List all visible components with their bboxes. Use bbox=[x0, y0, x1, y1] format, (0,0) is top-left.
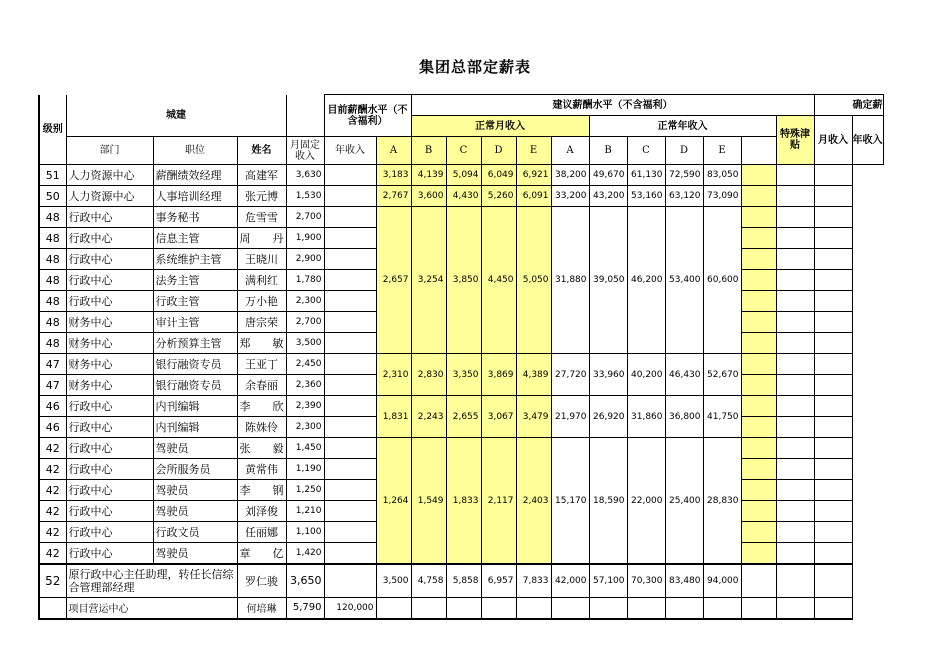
position-cell: 审计主管 bbox=[153, 312, 237, 333]
annual-b: 49,670 bbox=[589, 165, 627, 186]
col-d: D bbox=[481, 137, 516, 165]
grade-cell: 48 bbox=[39, 249, 66, 270]
annual-e: 52,670 bbox=[703, 354, 741, 396]
position-cell: 信息主管 bbox=[153, 228, 237, 249]
grade-cell: 50 bbox=[39, 186, 66, 207]
monthly-d: 4,450 bbox=[481, 207, 516, 354]
bottom-row-2 bbox=[39, 597, 852, 619]
annual-e: 83,050 bbox=[703, 165, 741, 186]
annual-a: 31,880 bbox=[551, 207, 589, 354]
annual-cell: 120,000 bbox=[324, 597, 376, 619]
current-cell: 2,700 bbox=[286, 207, 324, 228]
name-cell: 罗仁骏 bbox=[237, 564, 286, 597]
col-c-annual: C bbox=[627, 137, 665, 165]
name-cell: 章 亿 bbox=[237, 543, 286, 564]
monthly-a: 2,767 bbox=[376, 186, 411, 207]
name-cell: 李 钢 bbox=[237, 480, 286, 501]
dept-cell: 行政中心 bbox=[66, 501, 153, 522]
grade-cell: 46 bbox=[39, 417, 66, 438]
current-cell: 2,300 bbox=[286, 417, 324, 438]
position-cell: 法务主管 bbox=[153, 270, 237, 291]
annual-c: 40,200 bbox=[627, 354, 665, 396]
salary-table bbox=[38, 94, 884, 564]
position-cell: 内刊编辑 bbox=[153, 396, 237, 417]
grade-cell: 46 bbox=[39, 396, 66, 417]
dept-cell: 财务中心 bbox=[66, 354, 153, 375]
header-normal-annual: 正常年收入 bbox=[589, 116, 776, 137]
annual-d: 53,400 bbox=[665, 207, 703, 354]
header-special: 特殊津贴 bbox=[776, 116, 814, 165]
header-conf-annual: 年收入 bbox=[852, 116, 883, 165]
monthly-a: 3,183 bbox=[376, 165, 411, 186]
annual-d: 36,800 bbox=[665, 396, 703, 438]
name-cell: 黄常伟 bbox=[237, 459, 286, 480]
dept-cell: 财务中心 bbox=[66, 375, 153, 396]
dept-cell: 行政中心 bbox=[66, 207, 153, 228]
col-a: A bbox=[376, 137, 411, 165]
monthly-b: 2,243 bbox=[411, 396, 446, 438]
current-cell: 1,100 bbox=[286, 522, 324, 543]
sheet-title: 集团总部定薪表 bbox=[418, 58, 531, 76]
grade-cell: 48 bbox=[39, 228, 66, 249]
position-cell: 银行融资专员 bbox=[153, 354, 237, 375]
monthly-e: 4,389 bbox=[516, 354, 551, 396]
annual-b: 43,200 bbox=[589, 186, 627, 207]
annual-c: 53,160 bbox=[627, 186, 665, 207]
monthly-c: 5,094 bbox=[446, 165, 481, 186]
grade-cell: 42 bbox=[39, 501, 66, 522]
monthly-b: 2,830 bbox=[411, 354, 446, 396]
dept-cell: 行政中心 bbox=[66, 249, 153, 270]
current-cell: 3,500 bbox=[286, 333, 324, 354]
current-cell: 1,250 bbox=[286, 480, 324, 501]
name-cell: 任丽娜 bbox=[237, 522, 286, 543]
monthly-d: 6,049 bbox=[481, 165, 516, 186]
annual-c: 61,130 bbox=[627, 165, 665, 186]
position-cell: 驾驶员 bbox=[153, 438, 237, 459]
current-cell: 2,300 bbox=[286, 291, 324, 312]
grade-cell: 47 bbox=[39, 354, 66, 375]
table-row bbox=[39, 438, 883, 459]
current-cell: 1,420 bbox=[286, 543, 324, 564]
monthly-d: 2,117 bbox=[481, 438, 516, 564]
monthly-a: 2,310 bbox=[376, 354, 411, 396]
dept-cell: 人力资源中心 bbox=[66, 186, 153, 207]
current-cell: 1,780 bbox=[286, 270, 324, 291]
bottom-table bbox=[38, 563, 853, 620]
col-c: C bbox=[446, 137, 481, 165]
annual-d: 46,430 bbox=[665, 354, 703, 396]
position-cell: 驾驶员 bbox=[153, 543, 237, 564]
grade-cell: 48 bbox=[39, 270, 66, 291]
monthly-b: 3,254 bbox=[411, 207, 446, 354]
monthly-e: 5,050 bbox=[516, 207, 551, 354]
dept-cell: 财务中心 bbox=[66, 312, 153, 333]
name-cell: 高建军 bbox=[237, 165, 286, 186]
table-row bbox=[39, 396, 883, 417]
current-cell: 1,210 bbox=[286, 501, 324, 522]
current-cell: 2,360 bbox=[286, 375, 324, 396]
position-cell: 事务秘书 bbox=[153, 207, 237, 228]
monthly-e: 3,479 bbox=[516, 396, 551, 438]
current-cell: 1,450 bbox=[286, 438, 324, 459]
monthly-b: 4,139 bbox=[411, 165, 446, 186]
monthly-a: 3,500 bbox=[376, 564, 411, 597]
col-e: E bbox=[516, 137, 551, 165]
annual-a: 33,200 bbox=[551, 186, 589, 207]
col-d-annual: D bbox=[665, 137, 703, 165]
grade-cell: 42 bbox=[39, 480, 66, 501]
monthly-e: 2,403 bbox=[516, 438, 551, 564]
name-cell: 王晓川 bbox=[237, 249, 286, 270]
position-cell: 系统维护主管 bbox=[153, 249, 237, 270]
col-b-annual: B bbox=[589, 137, 627, 165]
annual-e: 60,600 bbox=[703, 207, 741, 354]
dept-cell: 行政中心 bbox=[66, 228, 153, 249]
grade-cell: 42 bbox=[39, 543, 66, 564]
dept-cell: 原行政中心主任助理，转任长信综合管理部经理 bbox=[66, 564, 237, 597]
grade-cell: 48 bbox=[39, 333, 66, 354]
annual-c: 22,000 bbox=[627, 438, 665, 564]
current-cell: 1,900 bbox=[286, 228, 324, 249]
monthly-b: 4,758 bbox=[411, 564, 446, 597]
monthly-d: 5,260 bbox=[481, 186, 516, 207]
monthly-c: 2,655 bbox=[446, 396, 481, 438]
current-cell: 1,190 bbox=[286, 459, 324, 480]
col-a-annual: A bbox=[551, 137, 589, 165]
current-cell: 3,630 bbox=[286, 165, 324, 186]
name-cell: 王亚丁 bbox=[237, 354, 286, 375]
dept-cell: 项目营运中心 bbox=[66, 597, 237, 619]
monthly-e: 7,833 bbox=[516, 564, 551, 597]
grade-cell: 42 bbox=[39, 438, 66, 459]
current-cell: 2,450 bbox=[286, 354, 324, 375]
monthly-c: 4,430 bbox=[446, 186, 481, 207]
table-row bbox=[39, 186, 883, 207]
annual-a: 42,000 bbox=[551, 564, 589, 597]
annual-b: 18,590 bbox=[589, 438, 627, 564]
annual-b: 57,100 bbox=[589, 564, 627, 597]
dept-cell: 行政中心 bbox=[66, 459, 153, 480]
header-proposed: 建议薪酬水平（不含福利） bbox=[411, 95, 814, 116]
header-annual: 年收入 bbox=[324, 137, 376, 165]
annual-b: 33,960 bbox=[589, 354, 627, 396]
header-conf-month: 月收入 bbox=[814, 116, 852, 165]
name-cell: 何培琳 bbox=[237, 597, 286, 619]
monthly-a: 2,657 bbox=[376, 207, 411, 354]
annual-a: 21,970 bbox=[551, 396, 589, 438]
position-cell: 驾驶员 bbox=[153, 501, 237, 522]
name-cell: 余春丽 bbox=[237, 375, 286, 396]
grade-cell: 48 bbox=[39, 291, 66, 312]
monthly-b: 1,549 bbox=[411, 438, 446, 564]
annual-d: 83,480 bbox=[665, 564, 703, 597]
annual-d: 72,590 bbox=[665, 165, 703, 186]
monthly-a: 1,831 bbox=[376, 396, 411, 438]
header-name: 姓名 bbox=[237, 137, 286, 165]
dept-cell: 财务中心 bbox=[66, 333, 153, 354]
current-cell: 1,530 bbox=[286, 186, 324, 207]
grade-cell: 48 bbox=[39, 207, 66, 228]
monthly-e: 6,091 bbox=[516, 186, 551, 207]
annual-e: 73,090 bbox=[703, 186, 741, 207]
annual-c: 70,300 bbox=[627, 564, 665, 597]
monthly-b: 3,600 bbox=[411, 186, 446, 207]
annual-e: 41,750 bbox=[703, 396, 741, 438]
annual-c: 31,860 bbox=[627, 396, 665, 438]
current-cell: 5,790 bbox=[286, 597, 324, 619]
current-cell: 2,900 bbox=[286, 249, 324, 270]
position-cell: 内刊编辑 bbox=[153, 417, 237, 438]
position-cell: 驾驶员 bbox=[153, 480, 237, 501]
monthly-e: 6,921 bbox=[516, 165, 551, 186]
grade-cell: 52 bbox=[39, 564, 66, 597]
annual-a: 27,720 bbox=[551, 354, 589, 396]
dept-cell: 行政中心 bbox=[66, 480, 153, 501]
grade-cell: 47 bbox=[39, 375, 66, 396]
annual-b: 26,920 bbox=[589, 396, 627, 438]
dept-cell: 人力资源中心 bbox=[66, 165, 153, 186]
monthly-c: 1,833 bbox=[446, 438, 481, 564]
name-cell: 危雪雪 bbox=[237, 207, 286, 228]
annual-a: 38,200 bbox=[551, 165, 589, 186]
dept-cell: 行政中心 bbox=[66, 438, 153, 459]
monthly-c: 3,350 bbox=[446, 354, 481, 396]
annual-e: 28,830 bbox=[703, 438, 741, 564]
name-cell: 万小艳 bbox=[237, 291, 286, 312]
monthly-d: 3,869 bbox=[481, 354, 516, 396]
name-cell: 陈姝伶 bbox=[237, 417, 286, 438]
header-position: 职位 bbox=[153, 137, 237, 165]
dept-cell: 行政中心 bbox=[66, 291, 153, 312]
annual-d: 63,120 bbox=[665, 186, 703, 207]
name-cell: 满利红 bbox=[237, 270, 286, 291]
dept-cell: 行政中心 bbox=[66, 543, 153, 564]
current-cell: 3,650 bbox=[286, 564, 324, 597]
monthly-c: 3,850 bbox=[446, 207, 481, 354]
name-cell: 张元博 bbox=[237, 186, 286, 207]
grade-cell: 42 bbox=[39, 522, 66, 543]
table-row bbox=[39, 165, 883, 186]
current-cell: 2,700 bbox=[286, 312, 324, 333]
header-current: 目前薪酬水平（不含福利） bbox=[324, 95, 411, 137]
monthly-c: 5,858 bbox=[446, 564, 481, 597]
table-row bbox=[39, 207, 883, 228]
monthly-d: 6,957 bbox=[481, 564, 516, 597]
col-e-annual: E bbox=[703, 137, 741, 165]
annual-c: 46,200 bbox=[627, 207, 665, 354]
name-cell: 刘泽俊 bbox=[237, 501, 286, 522]
position-cell: 薪酬绩效经理 bbox=[153, 165, 237, 186]
position-cell: 行政文员 bbox=[153, 522, 237, 543]
position-cell: 银行融资专员 bbox=[153, 375, 237, 396]
header-confirmed: 确定薪 bbox=[814, 95, 883, 116]
current-cell: 2,390 bbox=[286, 396, 324, 417]
annual-e: 94,000 bbox=[703, 564, 741, 597]
dept-cell: 行政中心 bbox=[66, 396, 153, 417]
dept-cell: 行政中心 bbox=[66, 417, 153, 438]
monthly-d: 3,067 bbox=[481, 396, 516, 438]
header-city: 城建 bbox=[66, 95, 286, 137]
name-cell: 唐宗荣 bbox=[237, 312, 286, 333]
header-grade: 级别 bbox=[39, 95, 66, 165]
header-normal-monthly: 正常月收入 bbox=[411, 116, 589, 137]
position-cell: 行政主管 bbox=[153, 291, 237, 312]
monthly-a: 1,264 bbox=[376, 438, 411, 564]
bottom-row-1 bbox=[39, 564, 852, 597]
name-cell: 周 丹 bbox=[237, 228, 286, 249]
table-row bbox=[39, 354, 883, 375]
header-dept: 部门 bbox=[66, 137, 153, 165]
name-cell: 郑 敏 bbox=[237, 333, 286, 354]
grade-cell: 42 bbox=[39, 459, 66, 480]
col-b: B bbox=[411, 137, 446, 165]
position-cell: 人事培训经理 bbox=[153, 186, 237, 207]
annual-a: 15,170 bbox=[551, 438, 589, 564]
annual-d: 25,400 bbox=[665, 438, 703, 564]
position-cell: 会所服务员 bbox=[153, 459, 237, 480]
name-cell: 李 欣 bbox=[237, 396, 286, 417]
dept-cell: 行政中心 bbox=[66, 270, 153, 291]
position-cell: 分析预算主管 bbox=[153, 333, 237, 354]
dept-cell: 行政中心 bbox=[66, 522, 153, 543]
name-cell: 张 毅 bbox=[237, 438, 286, 459]
annual-b: 39,050 bbox=[589, 207, 627, 354]
header-month-fixed: 月固定收入 bbox=[286, 137, 324, 165]
grade-cell: 51 bbox=[39, 165, 66, 186]
grade-cell: 48 bbox=[39, 312, 66, 333]
